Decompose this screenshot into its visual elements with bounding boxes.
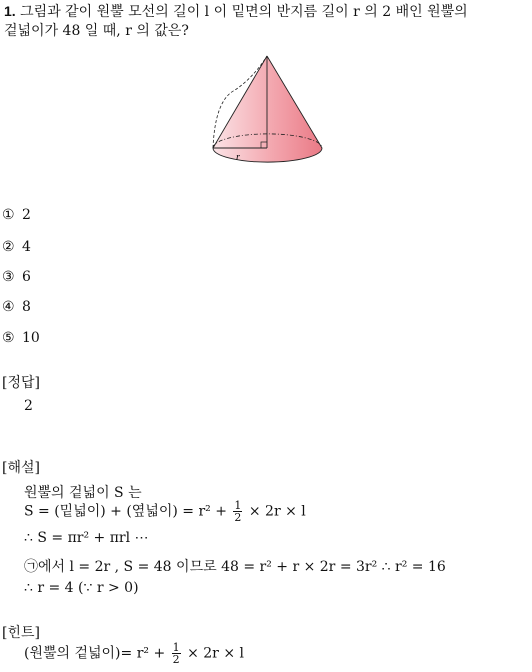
radius-label: r (236, 152, 240, 163)
solution-fraction (233, 500, 242, 523)
question-line-2 (4, 20, 189, 42)
option-2[interactable] (2, 239, 31, 255)
solution-line-1: 원뿔의 겉넓이 S 는 (24, 485, 142, 501)
question-text-1: 그림과 같이 원뿔 모선의 길이 l 이 밑면의 반지름 길이 r 의 2 배인 원뿔의 (20, 4, 468, 20)
question-text-2: 겉넓이가 48 일 때, r 의 값은? (4, 23, 189, 39)
option-2-value: 4 (22, 239, 31, 255)
solution-line-5: ∴ r = 4 (∵ r > 0) (24, 580, 139, 596)
option-4[interactable] (2, 299, 31, 315)
cone-figure (205, 50, 330, 170)
solution-line-3: ∴ S = πr² + πrl ⋯ (24, 530, 149, 546)
solution-line-4: ㉠에서 l = 2r , S = 48 이므로 48 = r² + r × 2r = 3r² ∴ r² = 16 (24, 559, 446, 575)
option-5[interactable] (2, 330, 40, 346)
hint-fraction (172, 642, 181, 665)
solution-fraction-numerator: 1 (234, 499, 242, 512)
question-number: 1. (4, 3, 16, 19)
option-1[interactable] (2, 207, 31, 223)
hint-fraction-numerator: 1 (172, 641, 180, 654)
solution-line-2-prefix: S = (밑넓이) + (옆넓이) = r² + (24, 503, 227, 520)
solution-line-2-suffix: × 2r × l (248, 503, 306, 520)
hint-fraction-denominator: 2 (172, 653, 180, 666)
option-5-mark: ⑤ (2, 330, 15, 346)
option-2-mark: ② (2, 239, 15, 255)
option-1-value: 2 (22, 207, 31, 223)
option-4-mark: ④ (2, 299, 15, 315)
option-5-value: 10 (22, 330, 40, 346)
answer-heading: [정답] (2, 375, 40, 391)
solution-heading: [해설] (2, 460, 40, 476)
option-4-value: 8 (22, 299, 31, 315)
solution-line-2 (24, 500, 306, 523)
solution-fraction-denominator: 2 (234, 511, 242, 524)
option-3[interactable] (2, 269, 31, 285)
option-3-value: 6 (22, 269, 31, 285)
hint-line-prefix: (원뿔의 겉넓이)= r² + (24, 645, 166, 662)
hint-line (24, 642, 244, 665)
option-1-mark: ① (2, 207, 15, 223)
hint-line-suffix: × 2r × l (187, 645, 244, 662)
cone-body (213, 56, 322, 162)
option-3-mark: ③ (2, 269, 15, 285)
answer-value: 2 (24, 398, 33, 414)
hint-heading: [힌트] (2, 625, 40, 641)
